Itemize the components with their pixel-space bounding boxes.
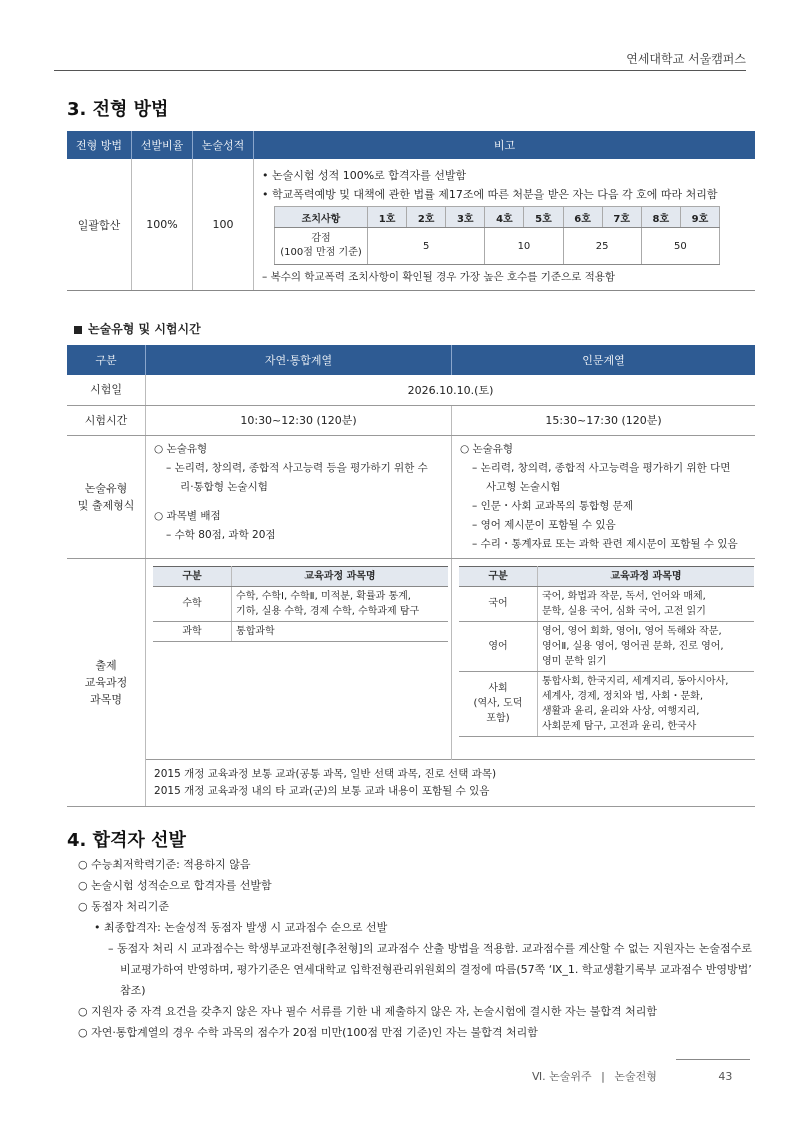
deduct-sub: (100점 만점 기준) bbox=[280, 247, 362, 258]
hum-subj-korean-list: 국어, 화법과 작문, 독서, 언어와 매체, 문학, 실용 국어, 심화 국어, 고전 읽기 bbox=[538, 586, 755, 621]
note-1: • 논술시험 성적 100%로 합격자를 선발함 bbox=[262, 169, 467, 182]
t2-col-humanities: 인문계열 bbox=[452, 345, 756, 375]
type-label bbox=[67, 435, 146, 558]
rule-2: ○ 논술시험 성적순으로 합격자를 선발함 bbox=[78, 879, 272, 892]
deduct-6-7: 25 bbox=[563, 228, 641, 265]
type-label-line1: 논술유형 bbox=[84, 481, 128, 495]
humanities-subjects-table bbox=[459, 566, 754, 737]
subject-label-line1: 출제 bbox=[95, 658, 117, 672]
t2-col-natural: 자연·통합계열 bbox=[146, 345, 452, 375]
rule-4: ○ 지원자 중 자격 요건을 갖추지 않은 자나 필수 서류를 기한 내 제출하지 않은 자, 논술시험에 결시한 자는 불합격 처리함 bbox=[78, 1005, 657, 1018]
measure-4: 4호 bbox=[485, 207, 524, 228]
hum-subj-social: 사회 (역사, 도덕 포함) bbox=[459, 671, 538, 736]
note-2: • 학교폭력예방 및 대책에 관한 법률 제17조에 따른 처분을 받은 자는 다음 각 호에 따라 처리함 bbox=[262, 188, 718, 201]
deduct-1-3: 5 bbox=[368, 228, 485, 265]
page-number: 43 bbox=[718, 1070, 733, 1083]
hum-subj-col-name: 교육과정 과목명 bbox=[538, 566, 755, 586]
remarks-cell bbox=[254, 159, 756, 291]
exam-date-value: 2026.10.10.(토) bbox=[146, 375, 755, 405]
exam-time-natural: 10:30~12:30 (120분) bbox=[146, 405, 452, 435]
measure-2: 2호 bbox=[407, 207, 446, 228]
exam-type-table bbox=[67, 345, 755, 807]
nat-type-d1a: – 논리력, 창의력, 종합적 사고능력 등을 평가하기 위한 수 bbox=[166, 461, 428, 474]
header-divider bbox=[54, 70, 746, 71]
hum-type-h1: ○ 논술유형 bbox=[460, 442, 514, 455]
violence-measure-table bbox=[274, 206, 720, 265]
ratio-value: 100% bbox=[132, 159, 193, 291]
selection-rules bbox=[78, 854, 758, 1043]
nat-type-d1b: 리·통합형 논술시험 bbox=[180, 480, 268, 493]
section-3-title: 3. 전형 방법 bbox=[67, 99, 169, 120]
section-4-title: 4. 합격자 선발 bbox=[67, 830, 186, 851]
col-method: 전형 방법 bbox=[67, 131, 132, 159]
measure-head: 조치사항 bbox=[275, 207, 368, 228]
hum-type-d2: – 인문・사회 교과목의 통합형 문제 bbox=[472, 499, 633, 512]
footer-separator: | bbox=[601, 1070, 605, 1083]
subject-foot-1: 2015 개정 교육과정 보통 교과(공통 과목, 일반 선택 과목, 진로 선택 과목) bbox=[154, 767, 497, 780]
nat-subj-col-cat: 구분 bbox=[153, 566, 232, 586]
square-bullet-icon bbox=[74, 326, 82, 334]
nat-subj-science: 과학 bbox=[153, 621, 232, 641]
exam-time-humanities: 15:30~17:30 (120분) bbox=[452, 405, 756, 435]
page-footer bbox=[526, 1068, 732, 1084]
footer-section: 논술전형 bbox=[614, 1070, 657, 1083]
measure-3: 3호 bbox=[446, 207, 485, 228]
rule-3: ○ 동점자 처리기준 bbox=[78, 900, 169, 913]
subject-label-line3: 과목명 bbox=[90, 692, 122, 706]
type-label-line2: 및 출제형식 bbox=[77, 498, 135, 512]
col-score: 논술성적 bbox=[193, 131, 254, 159]
natural-subjects-table bbox=[153, 566, 448, 642]
subsection-title-text: 논술유형 및 시험시간 bbox=[88, 322, 201, 336]
col-remarks: 비고 bbox=[254, 131, 756, 159]
measure-7: 7호 bbox=[602, 207, 641, 228]
hum-subj-korean: 국어 bbox=[459, 586, 538, 621]
subject-label bbox=[67, 558, 146, 806]
hum-type-d1b: 사고형 논술시험 bbox=[486, 480, 561, 493]
exam-date-label: 시험일 bbox=[67, 375, 146, 405]
deduct-title: 감점 bbox=[311, 233, 331, 244]
exam-time-label: 시험시간 bbox=[67, 405, 146, 435]
spacer bbox=[154, 497, 443, 507]
footer-divider bbox=[676, 1059, 750, 1060]
rule-5: ○ 자연·통합계열의 경우 수학 과목의 점수가 20점 미만(100점 만점 기준)인 자는 불합격 처리함 bbox=[78, 1026, 538, 1039]
hum-subj-english: 영어 bbox=[459, 621, 538, 671]
hum-subj-social-list: 통합사회, 한국지리, 세계지리, 동아시아사, 세계사, 경제, 정치와 법, 사회・문화, 생활과 윤리, 윤리와 사상, 여행지리, 사회문제 탐구, 고전과 윤리, 한국사 bbox=[538, 671, 755, 736]
t2-col-category: 구분 bbox=[67, 345, 146, 375]
hum-type-d4: – 수리・통계자료 또는 과학 관련 제시문이 포함될 수 있음 bbox=[472, 537, 738, 550]
measure-6: 6호 bbox=[563, 207, 602, 228]
subject-foot-2: 2015 개정 교육과정 내의 타 교과(군)의 보통 교과 내용이 포함될 수 있음 bbox=[154, 784, 490, 797]
hum-type-d1a: – 논리력, 창의력, 종합적 사고능력을 평가하기 위한 다면 bbox=[472, 461, 731, 474]
humanities-type-desc bbox=[452, 435, 756, 558]
nat-type-d2: – 수학 80점, 과학 20점 bbox=[166, 528, 276, 541]
note-3: – 복수의 학교폭력 조치사항이 확인될 경우 가장 높은 호수를 기준으로 적용함 bbox=[262, 271, 616, 283]
nat-subj-col-name: 교육과정 과목명 bbox=[232, 566, 449, 586]
hum-type-d3: – 영어 제시문이 포함될 수 있음 bbox=[472, 518, 616, 531]
footer-chapter: Ⅵ. 논술위주 bbox=[532, 1070, 592, 1083]
natural-subjects-cell bbox=[146, 558, 452, 759]
nat-subj-math-list: 수학, 수학Ⅰ, 수학Ⅱ, 미적분, 확률과 통계, 기하, 실용 수학, 경제 수학, 수학과제 탐구 bbox=[232, 586, 449, 621]
method-value: 일괄합산 bbox=[67, 159, 132, 291]
humanities-subjects-cell bbox=[452, 558, 756, 759]
measure-9: 9호 bbox=[680, 207, 719, 228]
measure-8: 8호 bbox=[641, 207, 680, 228]
selection-method-table bbox=[67, 131, 755, 291]
measure-5: 5호 bbox=[524, 207, 563, 228]
rule-3a: • 최종합격자: 논술성적 동점자 발생 시 교과점수 순으로 선발 bbox=[94, 921, 388, 934]
rule-3b: – 동점자 처리 시 교과점수는 학생부교과전형[추천형]의 교과점수 산출 방법을 적용함. 교과점수를 계산할 수 없는 지원자는 논술점수로 비교평가하여 반영하며, 평가기준은 연세대학교 입학전형관리위원회의 결정에 따름(57쪽 ‘Ⅸ_1. 학교생활기록부 교과점수 반영방법’ 참조) bbox=[108, 942, 752, 997]
hum-subj-english-list: 영어, 영어 회화, 영어Ⅰ, 영어 독해와 작문, 영어Ⅱ, 실용 영어, 영어권 문화, 진로 영어, 영미 문학 읽기 bbox=[538, 621, 755, 671]
nat-subj-math: 수학 bbox=[153, 586, 232, 621]
subject-label-line2: 교육과정 bbox=[84, 675, 128, 689]
col-ratio: 선발비율 bbox=[132, 131, 193, 159]
deduct-8-9: 50 bbox=[641, 228, 719, 265]
nat-type-h1: ○ 논술유형 bbox=[154, 442, 208, 455]
deduct-4-5: 10 bbox=[485, 228, 563, 265]
deduct-label bbox=[275, 228, 368, 265]
nat-type-h2: ○ 과목별 배점 bbox=[154, 509, 221, 522]
subsection-title bbox=[74, 320, 201, 337]
subject-footnote bbox=[146, 759, 755, 806]
score-value: 100 bbox=[193, 159, 254, 291]
nat-subj-science-list: 통합과학 bbox=[232, 621, 449, 641]
natural-type-desc bbox=[146, 435, 452, 558]
campus-name: 연세대학교 서울캠퍼스 bbox=[626, 52, 746, 66]
rule-1: ○ 수능최저학력기준: 적용하지 않음 bbox=[78, 858, 251, 871]
measure-1: 1호 bbox=[368, 207, 407, 228]
hum-subj-col-cat: 구분 bbox=[459, 566, 538, 586]
